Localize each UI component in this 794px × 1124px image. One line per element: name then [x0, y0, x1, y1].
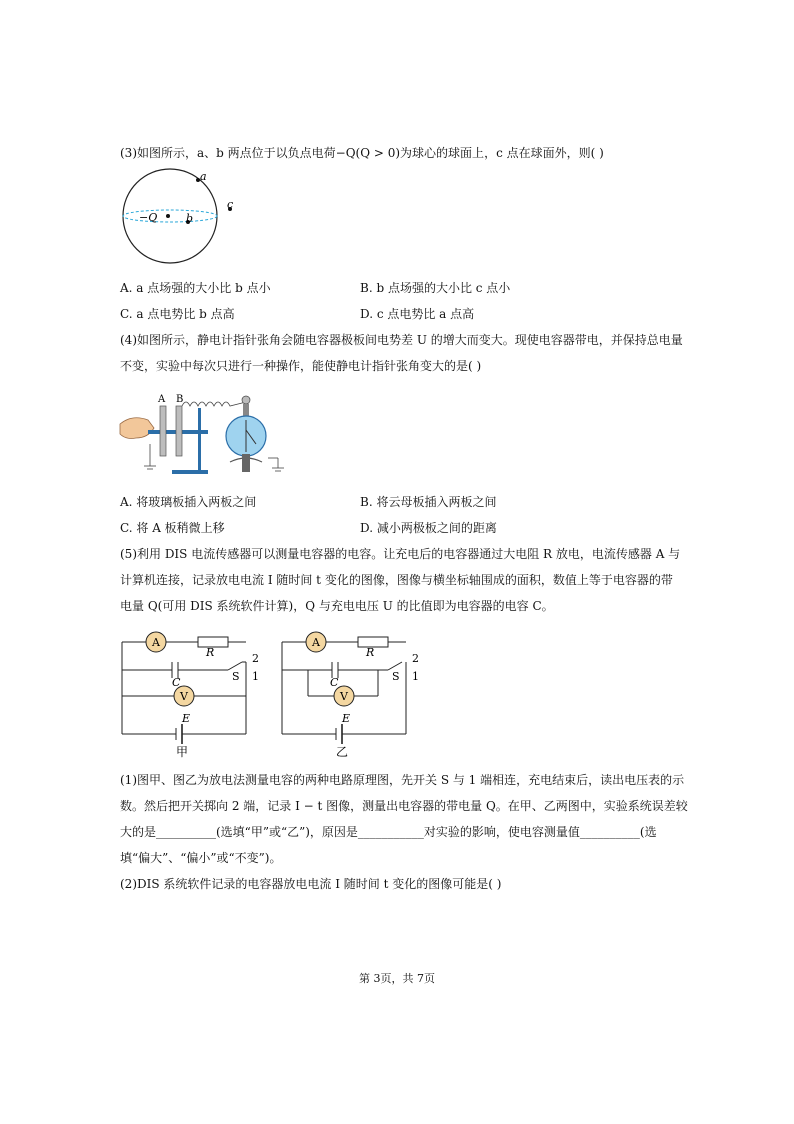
svg-text:2: 2: [252, 652, 259, 665]
svg-text:R: R: [206, 646, 215, 659]
q5-stem-line2: 计算机连接，记录放电电流 I 随时间 t 变化的图像，图像与横坐标轴围成的面积，数值上等于电容器的带: [120, 573, 673, 587]
svg-text:E: E: [342, 712, 351, 725]
q5-stem-line3: 电量 Q(可用 DIS 系统软件计算)，Q 与充电电压 U 的比值即为电容器的电容 C。: [120, 599, 554, 613]
q4-stem-line1: (4)如图所示，静电计指针张角会随电容器极板间电势差 U 的增大而变大。现使电容器带电，并保持总电量: [120, 333, 683, 347]
q4-option-c[interactable]: C. 将 A 板稍微上移: [120, 521, 225, 535]
svg-text:E: E: [182, 712, 191, 725]
label-q: −Q: [139, 211, 158, 224]
page-footer: 第 3页，共 7页: [359, 972, 435, 985]
q5-sub1-line4: 填“偏大”、“偏小”或“不变”)。: [120, 851, 282, 865]
svg-text:C: C: [172, 676, 181, 689]
q4-stem-line2: 不变，实验中每次只进行一种操作，能使静电计指针张角变大的是( ): [120, 359, 482, 373]
circuit-jia: [118, 628, 268, 758]
ammeter-label-jia: A: [152, 636, 160, 649]
voltmeter-label-jia: V: [180, 690, 188, 703]
label-a: a: [200, 170, 207, 183]
svg-text:1: 1: [252, 670, 259, 683]
q5-sub1-line3[interactable]: 大的是__________(选填“甲”或“乙”)，原因是___________对实验的影响，使电容测量值__________(选: [120, 825, 657, 839]
q4-option-a[interactable]: A. 将玻璃板插入两板之间: [120, 495, 257, 509]
svg-text:2: 2: [412, 652, 419, 665]
caption-yi: 乙: [336, 745, 349, 758]
q4-option-d[interactable]: D. 减小两极板之间的距离: [360, 521, 497, 535]
label-c: c: [227, 198, 234, 211]
svg-text:C: C: [330, 676, 339, 689]
electroscope-figure: [118, 384, 293, 484]
label-plate-b: B: [176, 394, 184, 405]
svg-text:1: 1: [412, 670, 419, 683]
q5-sub1-line2: 数。然后把开关掷向 2 端，记录 I − t 图像，测量出电容器的带电量 Q。在甲、乙两图中，实验系统误差较: [120, 799, 688, 813]
svg-text:R: R: [366, 646, 375, 659]
circuit-yi: [278, 628, 428, 758]
voltmeter-label-yi: V: [340, 690, 348, 703]
q3-stem: (3)如图所示，a、b 两点位于以负点电荷−Q(Q > 0)为球心的球面上，c 点在球面外，则( ): [120, 146, 604, 160]
q3-option-d[interactable]: D. c 点电势比 a 点高: [360, 307, 475, 321]
label-plate-a: A: [158, 394, 166, 405]
svg-text:S: S: [392, 670, 400, 683]
sphere-figure: [112, 168, 252, 268]
q5-sub1-line1: (1)图甲、图乙为放电法测量电容的两种电路原理图，先开关 S 与 1 端相连，充电结束后，读出电压表的示: [120, 773, 685, 787]
ammeter-label-yi: A: [312, 636, 320, 649]
q5-stem-line1: (5)利用 DIS 电流传感器可以测量电容器的电容。让充电后的电容器通过大电阻 R 放电，电流传感器 A 与: [120, 547, 681, 561]
q3-option-c[interactable]: C. a 点电势比 b 点高: [120, 307, 235, 321]
q3-option-a[interactable]: A. a 点场强的大小比 b 点小: [120, 281, 271, 295]
caption-jia: 甲: [176, 745, 189, 758]
q5-sub2: (2)DIS 系统软件记录的电容器放电电流 I 随时间 t 变化的图像可能是( ): [120, 877, 502, 891]
point-q: [166, 214, 170, 218]
q4-option-b[interactable]: B. 将云母板插入两板之间: [360, 495, 497, 509]
label-b: b: [186, 212, 194, 225]
q3-option-b[interactable]: B. b 点场强的大小比 c 点小: [360, 281, 511, 295]
svg-text:S: S: [232, 670, 240, 683]
